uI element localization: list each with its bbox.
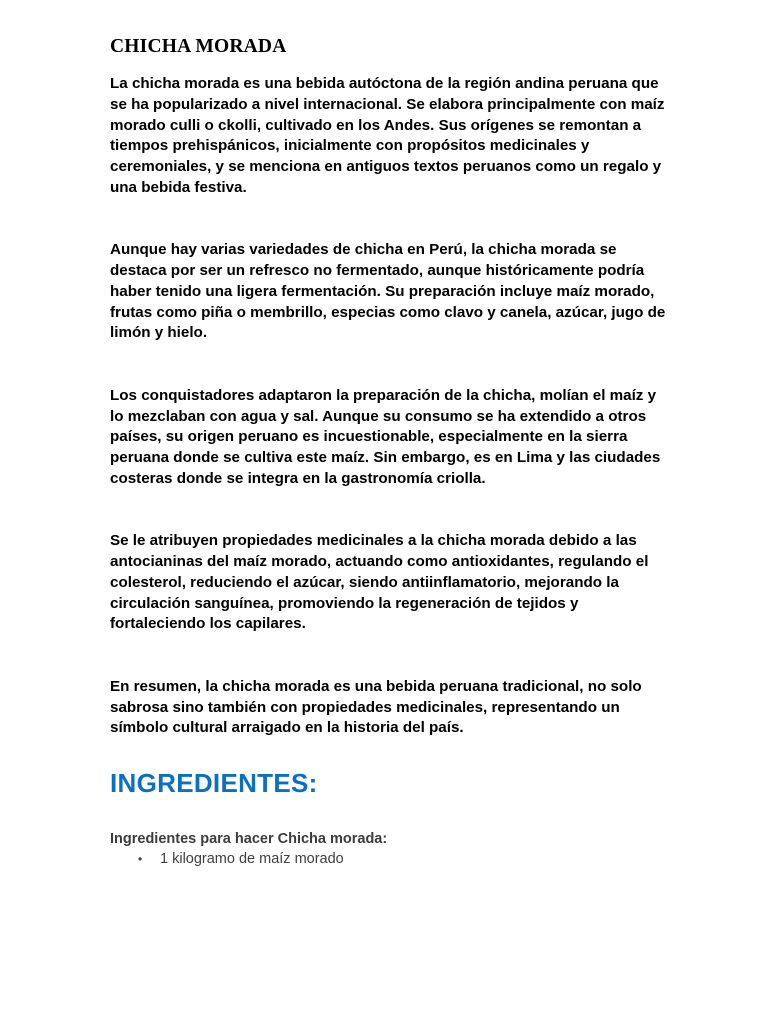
ingredients-heading: INGREDIENTES: xyxy=(110,768,318,799)
bullet-icon: • xyxy=(138,852,143,867)
paragraph-varieties: Aunque hay varias variedades de chicha en Perú, la chicha morada se destaca por ser un refresco no fermentado, aunque históricamente podría haber tenido una ligera fermentación. Su preparación incluye maíz morado, frutas como piña o membrillo, especias como clavo y canela, azúcar, jugo de limón y hielo. xyxy=(110,241,666,342)
ingredients-subheading: Ingredientes para hacer Chicha morada: xyxy=(110,831,388,848)
ingredients-list xyxy=(110,849,666,869)
paragraph-summary: En resumen, la chicha morada es una bebida peruana tradicional, no solo sabrosa sino también con propiedades medicinales, representando un símbolo cultural arraigado en la historia del país. xyxy=(110,677,642,737)
paragraph-medicinal: Se le atribuyen propiedades medicinales a la chicha morada debido a las antocianinas del maíz morado, actuando como antioxidantes, regulando el colesterol, reduciendo el azúcar, siendo antiinflamatorio, mejorando la circulación sanguínea, promoviendo la regeneración de tejidos y fortaleciendo los capilares. xyxy=(110,532,649,633)
paragraph-conquistadores: Los conquistadores adaptaron la preparación de la chicha, molían el maíz y lo mezclaban con agua y sal. Aunque su consumo se ha extendido a otros países, su origen peruano es incuestionable, especialmente en la sierra peruana donde se cultiva este maíz. Sin embargo, es en Lima y las ciudades costeras donde se integra en la gastronomía criolla. xyxy=(110,386,661,487)
document-page xyxy=(110,34,666,869)
list-item xyxy=(138,849,666,869)
ingredient-text: 1 kilogramo de maíz morado xyxy=(160,851,344,868)
document-title: CHICHA MORADA xyxy=(110,36,287,57)
paragraph-origin: La chicha morada es una bebida autóctona de la región andina peruana que se ha popularizado a nivel internacional. Se elabora principalmente con maíz morado culli o ckolli, cultivado en los Andes. Sus orígenes se remontan a tiempos prehispánicos, inicialmente con propósitos medicinales y ceremoniales, y se menciona en antiguos textos peruanos como un regalo y una bebida festiva. xyxy=(110,75,665,196)
